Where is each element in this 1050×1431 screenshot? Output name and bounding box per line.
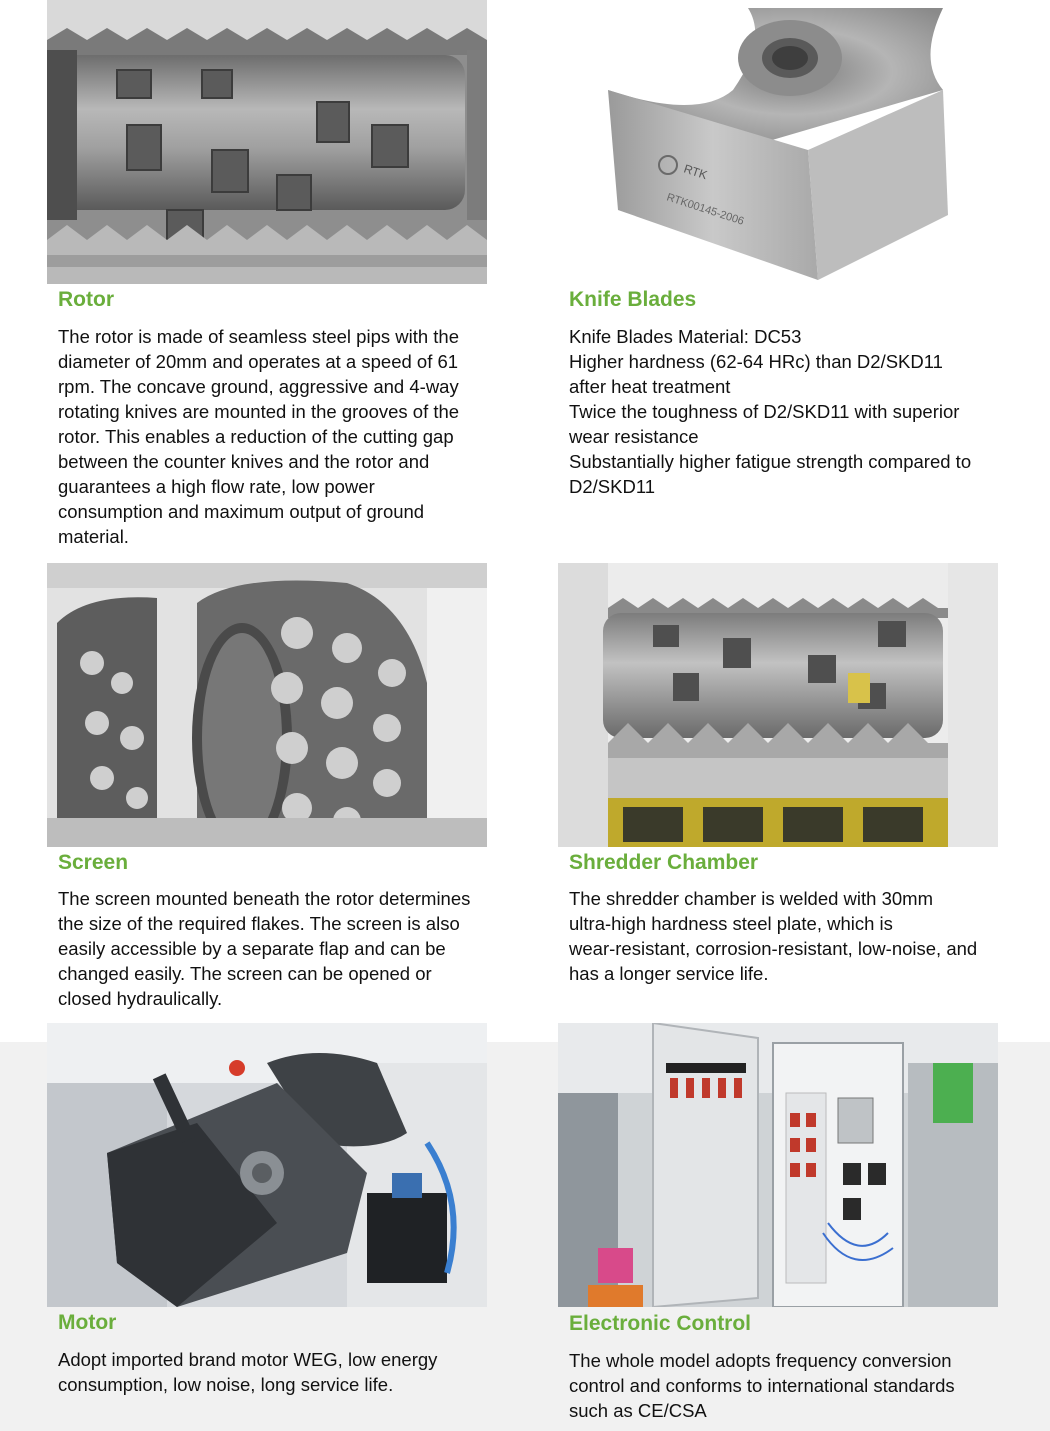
- description-line: such as CE/CSA: [569, 1400, 707, 1421]
- section-description: [58, 886, 470, 1011]
- section-title: Shredder Chamber: [569, 851, 759, 874]
- description-line: Knife Blades Material: DC53: [569, 326, 802, 347]
- description-line: closed hydraulically.: [58, 988, 223, 1009]
- electric-cabinet-photo: [558, 1023, 998, 1307]
- description-line: has a longer service life.: [569, 963, 769, 984]
- description-line: Substantially higher fatigue strength compared to: [569, 451, 972, 472]
- description-line: between the counter knives and the rotor and: [58, 451, 430, 472]
- section-title: Motor: [58, 1311, 117, 1334]
- section-description: [58, 1347, 437, 1397]
- motor-photo: [47, 1023, 487, 1307]
- shredder-chamber-photo: [558, 563, 998, 847]
- description-line: wear resistance: [569, 426, 699, 447]
- description-line: rotating knives are mounted in the grooves of the: [58, 401, 460, 422]
- section-description: [569, 1348, 955, 1423]
- description-line: after heat treatment: [569, 376, 731, 397]
- section-title: Knife Blades: [569, 288, 697, 311]
- description-line: The screen mounted beneath the rotor determines: [58, 888, 471, 909]
- section-description: [569, 886, 977, 986]
- description-line: The whole model adopts frequency conversion: [569, 1350, 952, 1371]
- description-line: diameter of 20mm and operates at a speed of 61: [58, 351, 459, 372]
- section-title: Screen: [58, 851, 129, 874]
- description-line: Higher hardness (62-64 HRc) than D2/SKD11: [569, 351, 943, 372]
- section-description: [569, 324, 971, 499]
- section-description: [58, 324, 459, 549]
- description-line: wear-resistant, corrosion-resistant, low-noise, and: [569, 938, 978, 959]
- section-title: Rotor: [58, 288, 114, 311]
- description-line: ultra-high hardness steel plate, which is: [569, 913, 893, 934]
- description-line: the size of the required flakes. The screen is also: [58, 913, 460, 934]
- description-line: Twice the toughness of D2/SKD11 with superior: [569, 401, 960, 422]
- description-line: rpm. The concave ground, aggressive and 4-way: [58, 376, 459, 397]
- description-line: rotor. This enables a reduction of the cutting gap: [58, 426, 454, 447]
- rotor-photo: [47, 0, 487, 284]
- description-line: The rotor is made of seamless steel pips with the: [58, 326, 460, 347]
- description-line: consumption and maximum output of ground: [58, 501, 425, 522]
- description-line: The shredder chamber is welded with 30mm: [569, 888, 933, 909]
- description-line: easily accessible by a separate flap and can be: [58, 938, 446, 959]
- blade-logo-text: RTK: [682, 161, 710, 183]
- description-line: D2/SKD11: [569, 476, 656, 497]
- description-line: changed easily. The screen can be opened or: [58, 963, 432, 984]
- section-title: Electronic Control: [569, 1312, 752, 1335]
- screen-photo: [47, 563, 487, 847]
- description-line: control and conforms to international standards: [569, 1375, 955, 1396]
- description-line: material.: [58, 526, 129, 547]
- description-line: consumption, low noise, long service life.: [58, 1374, 394, 1395]
- description-line: guarantees a high flow rate, low power: [58, 476, 375, 497]
- blade-marking: RTK00145-2006: [665, 191, 746, 228]
- knife-blade-photo: [558, 0, 998, 284]
- description-line: Adopt imported brand motor WEG, low energy: [58, 1349, 438, 1370]
